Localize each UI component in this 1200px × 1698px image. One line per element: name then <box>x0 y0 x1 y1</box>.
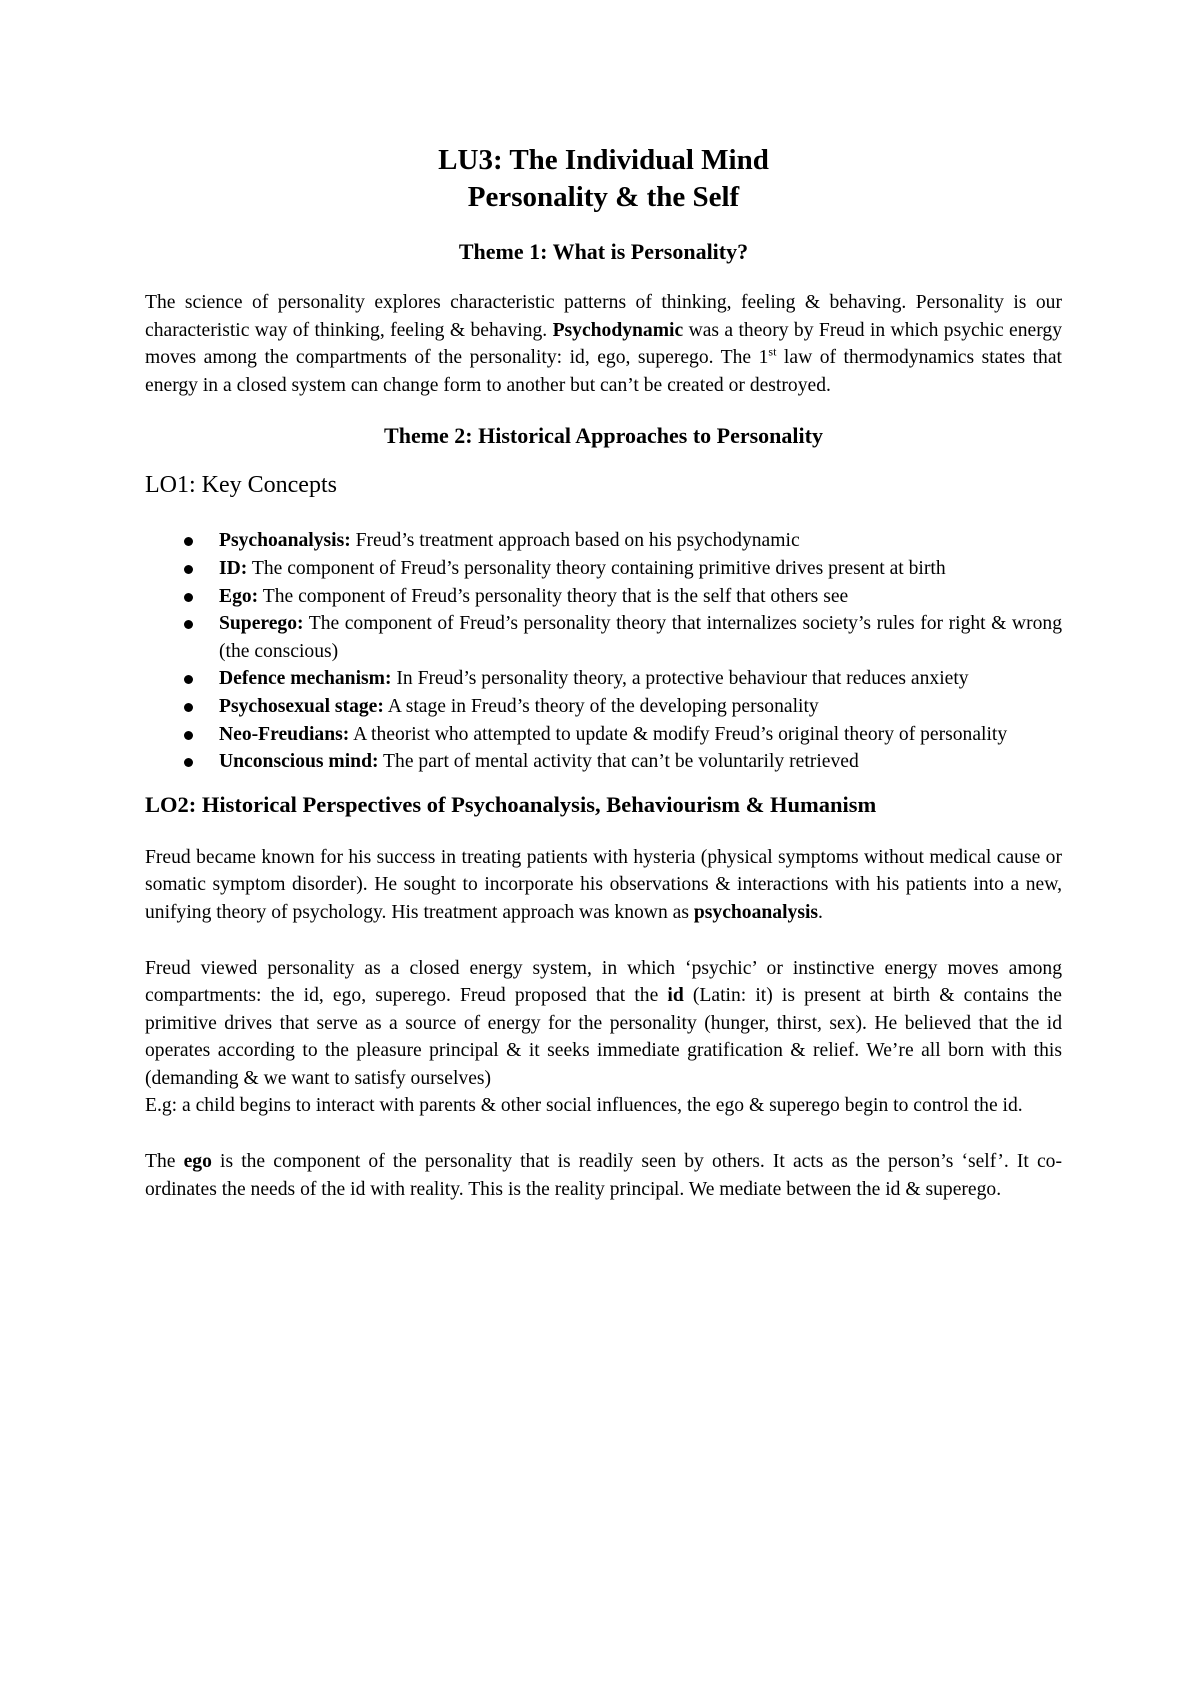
id-term: id <box>667 985 684 1007</box>
lo2-paragraph-2: Freud viewed personality as a closed energy system, in which ‘psychic’ or instinctive energy moves among compartments: the id, ego, superego. Freud proposed that the id (Latin: it) is present at birth & contains the primitive drives that serve as a source of energy for the personality (hunger, thirst, sex). He believed that the id operates according to the pleasure principal & it seeks immediate gratification & relief. We’re all born with this (demanding & we want to satisfy ourselves) E.g: a child begins to interact with parents & other social influences, the ego & superego begin to control the id. <box>145 957 1062 1117</box>
lo2-paragraph-3: The ego is the component of the personality that is readily seen by others. It acts as the person’s ‘self’. It co-ordinates the needs of the id with reality. This is the reality principal. We mediate between the id & superego. <box>145 1151 1062 1200</box>
bullet-icon <box>184 758 193 767</box>
list-item: Neo-Freudians: A theorist who attempted to update & modify Freud’s original theory of personality <box>145 721 1062 749</box>
psychoanalysis-term: psychoanalysis <box>693 901 819 923</box>
list-item: Psychosexual stage: A stage in Freud’s theory of the developing personality <box>145 693 1062 721</box>
list-item: Superego: The component of Freud’s personality theory that internalizes society’s rules for right & wrong (the conscious) <box>145 610 1062 665</box>
lo1-heading: LO1: Key Concepts <box>145 472 337 499</box>
theme-1-heading: Theme 1: What is Personality? <box>458 239 749 264</box>
list-item: ID: The component of Freud’s personality theory containing primitive drives present at birth <box>145 555 1062 583</box>
bullet-icon <box>184 565 193 574</box>
document-title <box>145 142 1062 216</box>
list-item: Unconscious mind: The part of mental activity that can’t be voluntarily retrieved <box>145 748 1062 776</box>
title-line-1: LU3: The Individual Mind <box>438 144 769 176</box>
title-line-2: Personality & the Self <box>467 181 740 213</box>
lo2-paragraph-1: Freud became known for his success in treating patients with hysteria (physical symptoms without medical cause or somatic symptom disorder). He sought to incorporate his observations & interactions with his patients into a new, unifying theory of psychology. His treatment approach was known as psychoanalysis. <box>145 846 1062 923</box>
theme-2-heading: Theme 2: Historical Approaches to Personality <box>384 423 823 449</box>
lo2-heading: LO2: Historical Perspectives of Psychoanalysis, Behaviourism & Humanism <box>145 791 877 817</box>
bullet-icon <box>184 620 193 629</box>
list-item: Defence mechanism: In Freud’s personality theory, a protective behaviour that reduces anxiety <box>145 665 1062 693</box>
key-concepts-list <box>145 527 1062 775</box>
list-item: Psychoanalysis: Freud’s treatment approach based on his psychodynamic <box>145 527 1062 555</box>
ordinal-superscript: st <box>768 344 777 359</box>
ego-term: ego <box>183 1151 212 1173</box>
bullet-icon <box>184 537 193 546</box>
bullet-icon <box>184 593 193 602</box>
theme-1-paragraph: The science of personality explores characteristic patterns of thinking, feeling & behaving. Personality is our characteristic way of thinking, feeling & behaving. Psychodynamic was a theory by Freud in which psychic energy moves among the compartments of the personality: id, ego, superego. The 1st law of thermodynamics states that energy in a closed system can change form to another but can’t be created or destroyed. <box>145 292 1062 396</box>
bullet-icon <box>184 675 193 684</box>
psychodynamic-term: Psychodynamic <box>552 319 684 341</box>
bullet-icon <box>184 731 193 740</box>
example-line: E.g: a child begins to interact with parents & other social influences, the ego & superego begin to control the id. <box>145 1095 1023 1117</box>
bullet-icon <box>184 703 193 712</box>
list-item: Ego: The component of Freud’s personality theory that is the self that others see <box>145 583 1062 611</box>
